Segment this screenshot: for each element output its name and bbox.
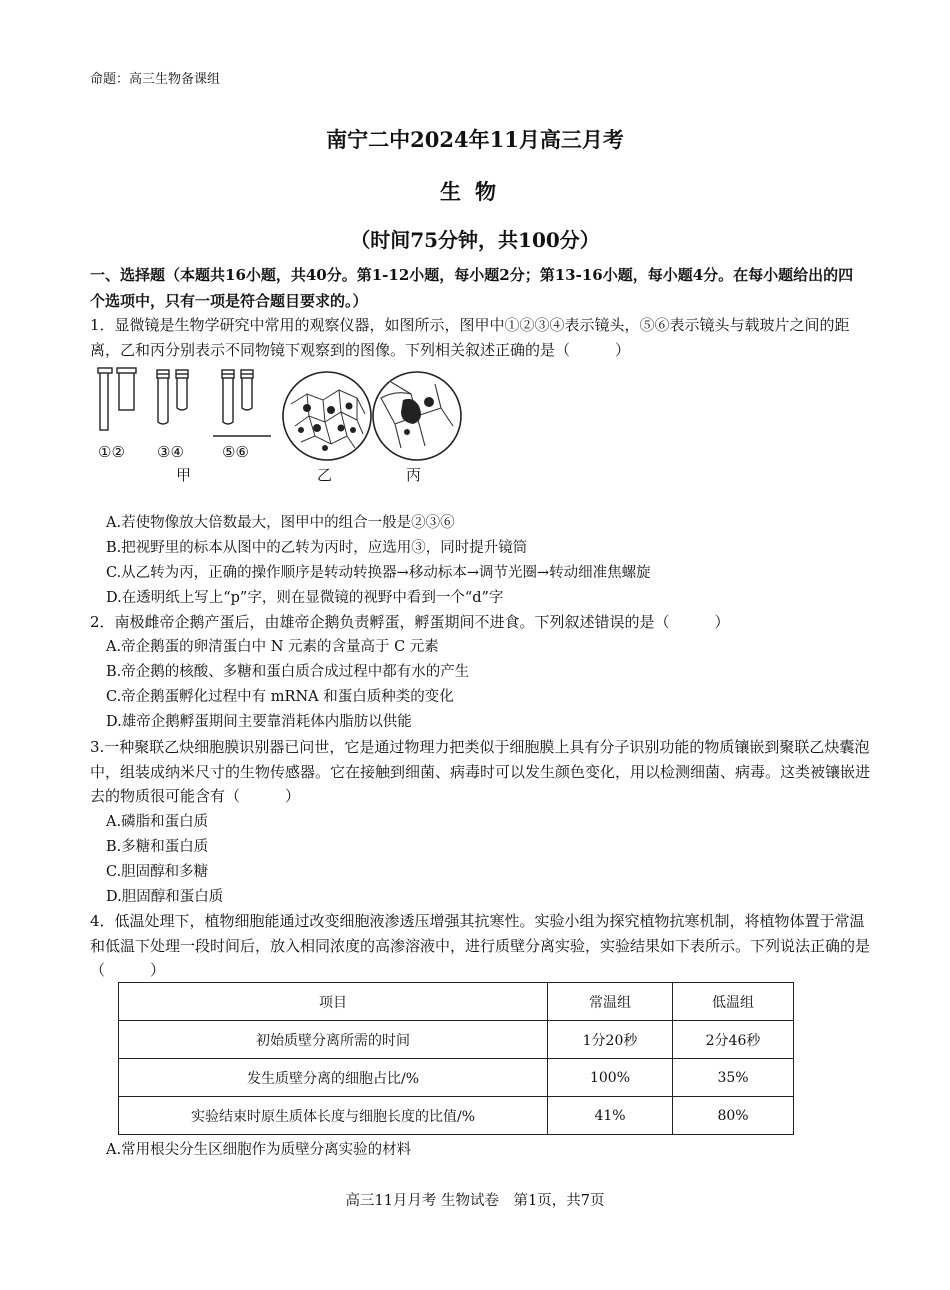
- q1-option-a: A.若使物像放大倍数最大，图甲中的组合一般是②③⑥: [106, 515, 455, 531]
- exam-title: 南宁二中2024年11月高三月考: [326, 127, 624, 152]
- label-bing: 丙: [406, 466, 422, 484]
- objective-distance-icon: [213, 370, 271, 436]
- table-cell: 发生质壁分离的细胞占比/%: [119, 1059, 548, 1097]
- question-3-stem: 3.一种聚联乙炔细胞膜识别器已问世，它是通过物理力把类似于细胞膜上具有分子识别功能的物质镶嵌到聚联乙炔囊泡中，组装成纳米尺寸的生物传感器。它在接触到细菌、病毒时可以发生颜色变化，用以检测细菌、病毒。这类被镶嵌进去的物质很可能含有（ ）: [90, 738, 871, 805]
- subject-title: 生物: [440, 179, 510, 204]
- section-heading: 一、选择题（本题共16小题，共40分。第1-12小题，每小题2分；第13-16小题，每小题4分。在每小题给出的四个选项中，只有一项是符合题目要求的。）: [90, 266, 854, 310]
- table-cell: 1分20秒: [548, 1021, 673, 1059]
- question-2-stem: 2．南极雌帝企鹅产蛋后，由雄帝企鹅负责孵蛋，孵蛋期间不进食。下列叙述错误的是（ ）: [90, 613, 730, 631]
- table-cell: 35%: [673, 1059, 794, 1097]
- view-yi-icon: [283, 372, 371, 460]
- label-yi: 乙: [317, 466, 333, 484]
- label-jia: 甲: [176, 466, 192, 484]
- q3-option-a: A.磷脂和蛋白质: [106, 814, 209, 830]
- table-cell: 41%: [548, 1097, 673, 1135]
- header-cell: 常温组: [548, 983, 673, 1021]
- question-4-stem: 4．低温处理下，植物细胞能通过改变细胞液渗透压增强其抗寒性。实验小组为探究植物抗寒机制，将植物体置于常温和低温下处理一段时间后，放入相同浓度的高渗溶液中，进行质壁分离实验，实验结果如下表所示。下列说法正确的是（ ）: [90, 912, 871, 979]
- header-cell: 低温组: [673, 983, 794, 1021]
- time-note: （时间75分钟，共100分）: [350, 228, 600, 252]
- table-cell: 初始质壁分离所需的时间: [119, 1021, 548, 1059]
- q3-option-b: B.多糖和蛋白质: [106, 839, 209, 855]
- question-1-stem: 1．显微镜是生物学研究中常用的观察仪器，如图所示，图甲中①②③④表示镜头，⑤⑥表示镜头与载玻片之间的距离，乙和丙分别表示不同物镜下观察到的图像。下列相关叙述正确的是（ ）: [90, 316, 850, 359]
- q3-option-d: D.胆固醇和蛋白质: [106, 889, 224, 905]
- table-cell: 80%: [673, 1097, 794, 1135]
- table-header-row: [119, 983, 794, 1021]
- q3-option-c: C.胆固醇和多糖: [106, 864, 209, 880]
- q2-option-c: C.帝企鹅蛋孵化过程中有 mRNA 和蛋白质种类的变化: [106, 689, 454, 705]
- q2-option-a: A.帝企鹅蛋的卵清蛋白中 N 元素的含量高于 C 元素: [106, 639, 439, 655]
- q1-option-c: C.从乙转为丙，正确的操作顺序是转动转换器→移动标本→调节光圈→转动细准焦螺旋: [106, 565, 651, 581]
- q1-option-b: B.把视野里的标本从图中的乙转为丙时，应选用③，同时提升镜筒: [106, 540, 528, 556]
- results-table: [118, 982, 794, 1135]
- label-34: ③④: [157, 443, 184, 461]
- table-cell: 2分46秒: [673, 1021, 794, 1059]
- eyepiece-lenses-icon: [98, 368, 136, 430]
- table-row: [119, 1021, 794, 1059]
- label-12: ①②: [98, 443, 125, 461]
- view-bing-icon: [373, 372, 461, 460]
- q1-option-d: D.在透明纸上写上“p”字，则在显微镜的视野中看到一个“d”字: [106, 590, 504, 606]
- q4-option-a: A.常用根尖分生区细胞作为质壁分离实验的材料: [106, 1142, 412, 1158]
- table-cell: 100%: [548, 1059, 673, 1097]
- page-footer: 高三11月月考 生物试卷 第1页，共7页: [345, 1193, 605, 1209]
- header-cell: 项目: [119, 983, 548, 1021]
- table-row: [119, 1059, 794, 1097]
- q2-option-b: B.帝企鹅的核酸、多糖和蛋白质合成过程中都有水的产生: [106, 664, 470, 680]
- q2-option-d: D.雄帝企鹅孵蛋期间主要靠消耗体内脂肪以供能: [106, 714, 412, 730]
- label-56: ⑤⑥: [222, 443, 249, 461]
- author-line: 命题：高三生物备课组: [90, 72, 221, 87]
- table-cell: 实验结束时原生质体长度与细胞长度的比值/%: [119, 1097, 548, 1135]
- objective-lenses-icon: [157, 370, 188, 424]
- table-row: [119, 1097, 794, 1135]
